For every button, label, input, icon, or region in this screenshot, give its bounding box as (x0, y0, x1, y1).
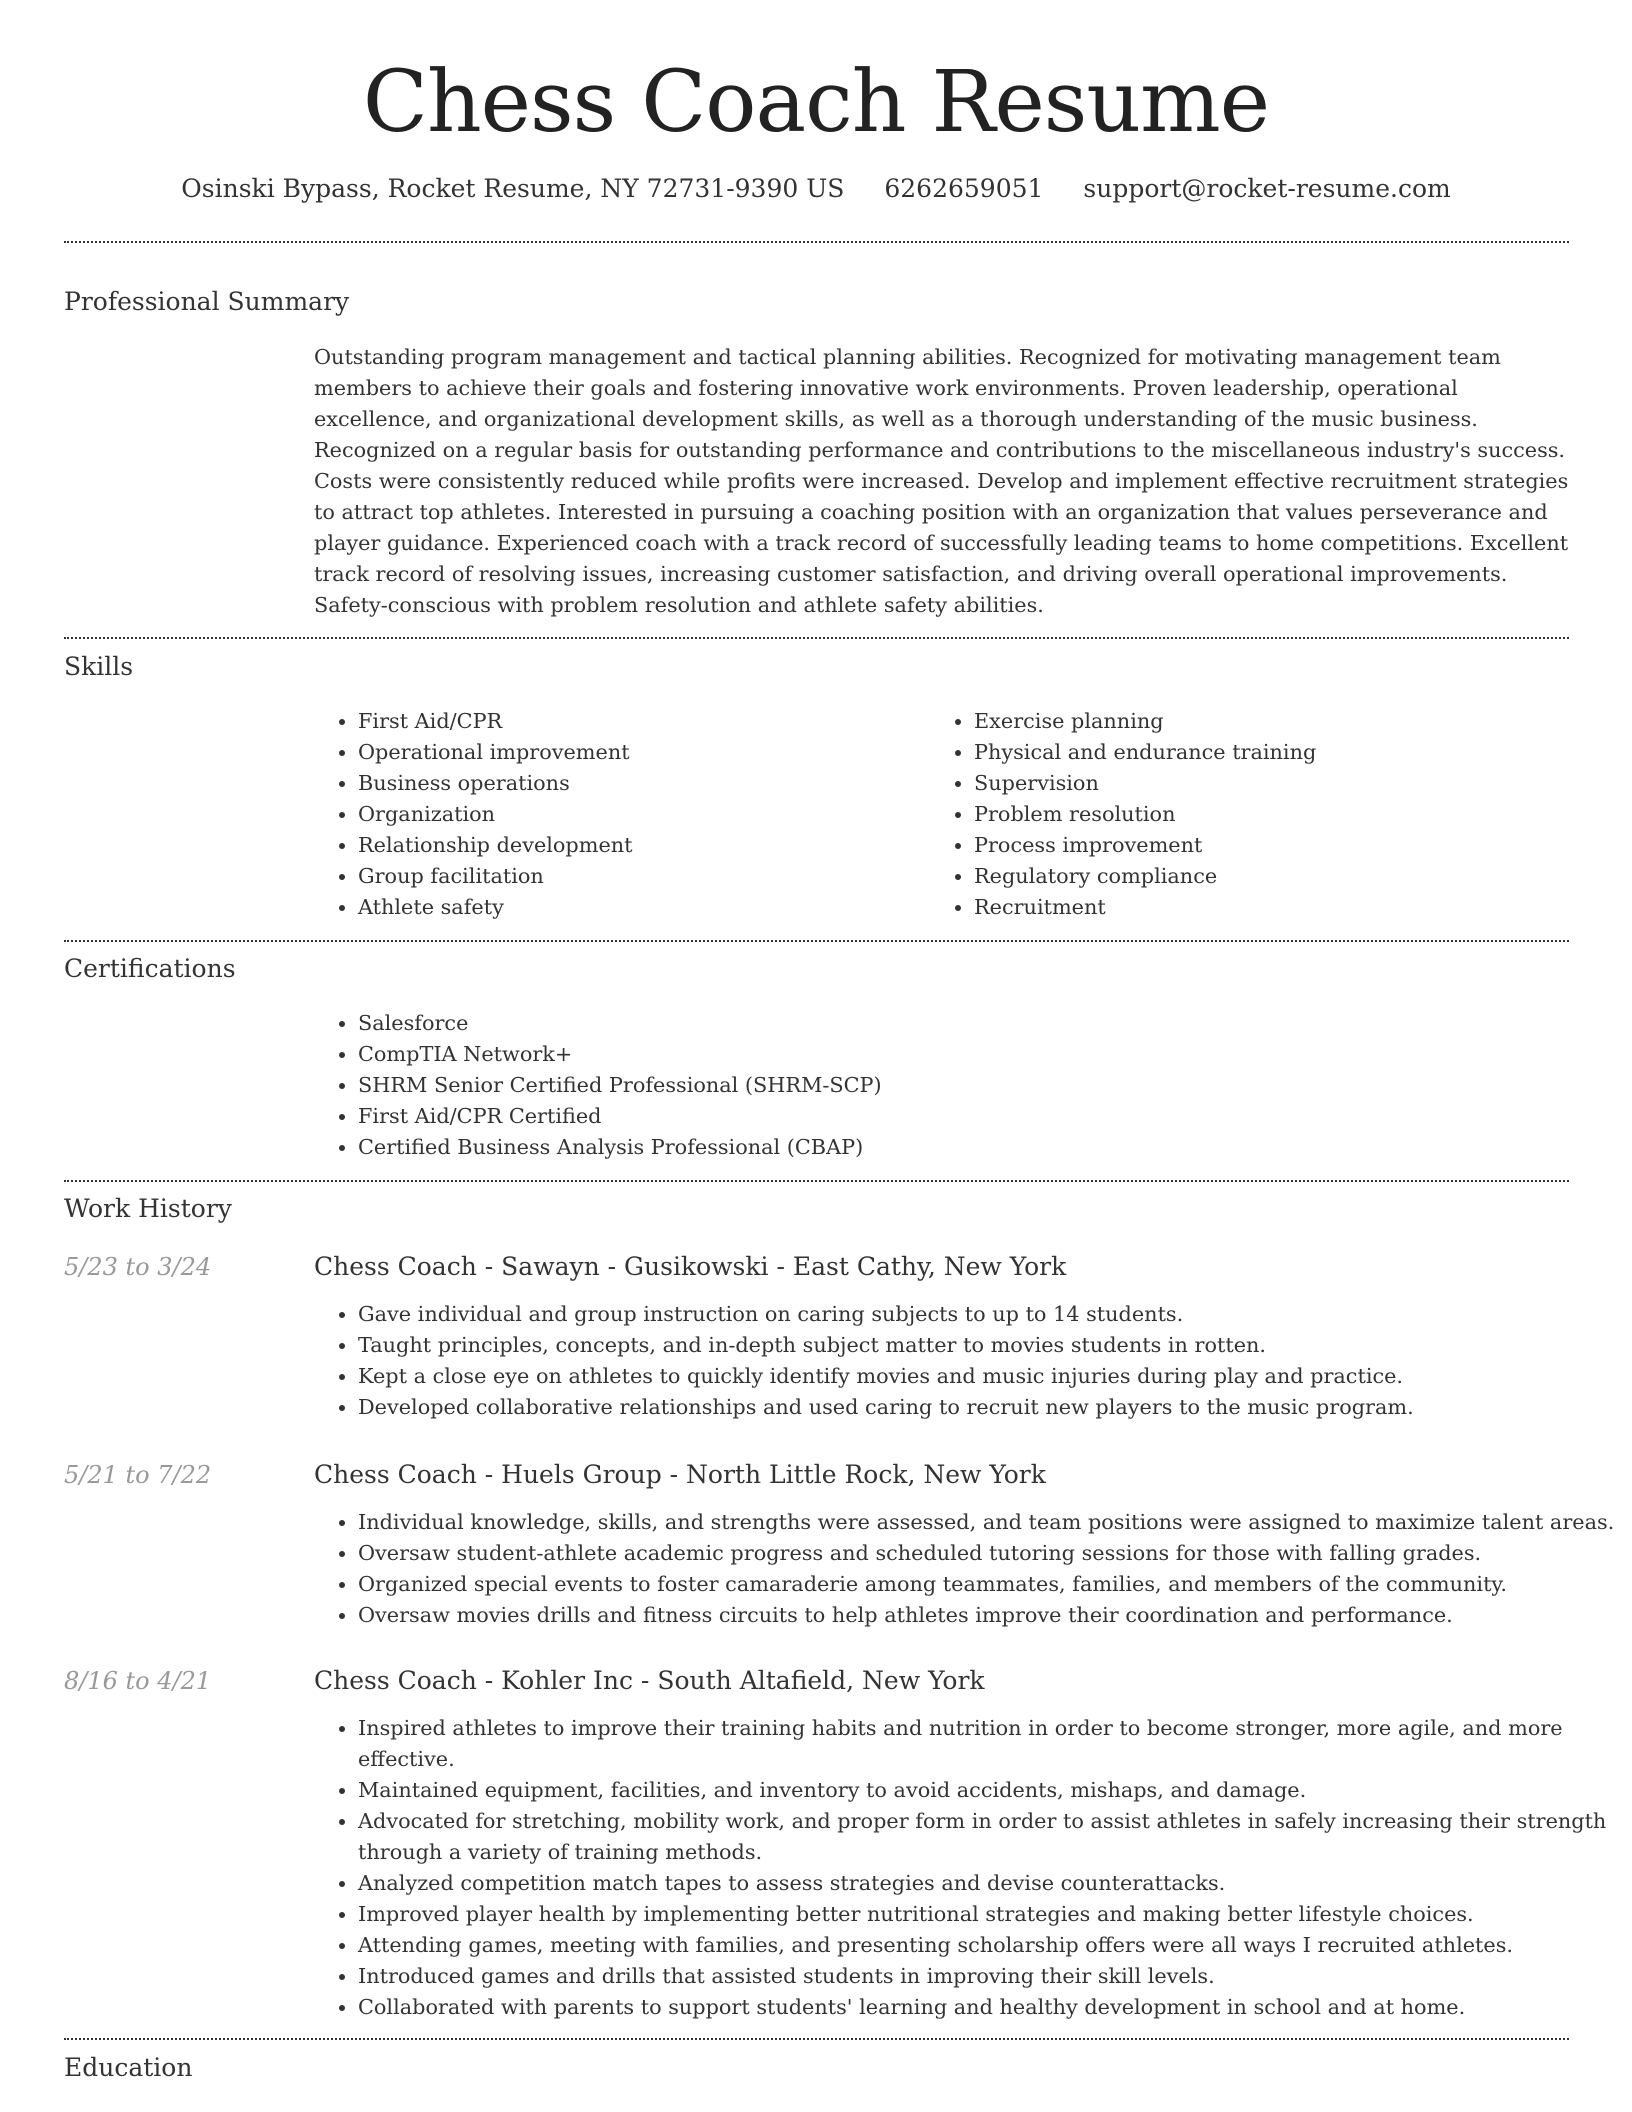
skill-item: • Process improvement (974, 830, 1574, 861)
certification-item: • Salesforce (358, 1008, 1598, 1039)
certification-item: • SHRM Senior Certified Professional (SHRM-SCP) (358, 1070, 1598, 1101)
job-dates: 5/23 to 3/24 (64, 1253, 212, 1281)
job-bullet: • Introduced games and drills that assisted students in improving their skill levels. (358, 1961, 1618, 1992)
skill-item: • Supervision (974, 768, 1574, 799)
contact-phone: 6262659051 (884, 174, 1044, 203)
skill-item: • Operational improvement (358, 737, 918, 768)
work-history-heading: Work History (64, 1194, 232, 1223)
skill-item: • Business operations (358, 768, 918, 799)
job-bullet: • Oversaw movies drills and fitness circuits to help athletes improve their coordination and performance. (358, 1600, 1618, 1631)
job-bullet: • Individual knowledge, skills, and strengths were assessed, and team positions were assigned to maximize talent areas. (358, 1507, 1618, 1538)
job-bullet: • Collaborated with parents to support students' learning and healthy development in school and at home. (358, 1992, 1618, 2023)
job-bullet: • Taught principles, concepts, and in-depth subject matter to movies students in rotten. (358, 1330, 1618, 1361)
skills-list-left (314, 706, 918, 923)
skill-item: • Problem resolution (974, 799, 1574, 830)
certifications-list (314, 1008, 1598, 1163)
job-bullet: • Improved player health by implementing better nutritional strategies and making better lifestyle choices. (358, 1899, 1618, 1930)
skill-item: • Athlete safety (358, 892, 918, 923)
job-title: Chess Coach - Sawayn - Gusikowski - East Cathy, New York (314, 1252, 1067, 1281)
job-bullet: • Oversaw student-athlete academic progress and scheduled tutoring sessions for those with falling grades. (358, 1538, 1618, 1569)
skill-item: • Group facilitation (358, 861, 918, 892)
skills-list-right (930, 706, 1574, 923)
certification-item: • First Aid/CPR Certified (358, 1101, 1598, 1132)
skill-item: • Physical and endurance training (974, 737, 1574, 768)
education-heading: Education (64, 2053, 193, 2082)
resume-title: Chess Coach Resume (362, 53, 1270, 152)
job-bullet: • Gave individual and group instruction on caring subjects to up to 14 students. (358, 1299, 1618, 1330)
contact-email: support@rocket-resume.com (1083, 174, 1451, 203)
certifications-heading: Certifications (64, 954, 236, 983)
job-title: Chess Coach - Kohler Inc - South Altafield, New York (314, 1666, 985, 1695)
job-bullets (314, 1507, 1618, 1631)
job-bullet: • Attending games, meeting with families, and presenting scholarship offers were all ways I recruited athletes. (358, 1930, 1618, 1961)
job-bullets (314, 1713, 1618, 2023)
section-divider (64, 241, 1569, 243)
contact-line (0, 169, 1632, 209)
skill-item: • Regulatory compliance (974, 861, 1574, 892)
section-divider (64, 637, 1569, 639)
summary-heading: Professional Summary (64, 287, 350, 316)
skill-item: • Exercise planning (974, 706, 1574, 737)
section-divider (64, 1180, 1569, 1182)
job-dates: 8/16 to 4/21 (64, 1667, 212, 1695)
job-dates: 5/21 to 7/22 (64, 1461, 212, 1489)
skill-item: • Organization (358, 799, 918, 830)
job-title: Chess Coach - Huels Group - North Little Rock, New York (314, 1460, 1046, 1489)
skill-item: • First Aid/CPR (358, 706, 918, 737)
job-bullet: • Inspired athletes to improve their training habits and nutrition in order to become stronger, more agile, and more effective. (358, 1713, 1618, 1775)
job-bullet: • Analyzed competition match tapes to assess strategies and devise counterattacks. (358, 1868, 1618, 1899)
job-bullet: • Organized special events to foster camaraderie among teammates, families, and members of the community. (358, 1569, 1618, 1600)
skill-item: • Recruitment (974, 892, 1574, 923)
job-bullet: • Maintained equipment, facilities, and inventory to avoid accidents, mishaps, and damage. (358, 1775, 1618, 1806)
skills-heading: Skills (64, 652, 134, 681)
certification-item: • Certified Business Analysis Professional (CBAP) (358, 1132, 1598, 1163)
section-divider (64, 2038, 1569, 2040)
job-bullet: • Developed collaborative relationships and used caring to recruit new players to the music program. (358, 1392, 1618, 1423)
skill-item: • Relationship development (358, 830, 918, 861)
section-divider (64, 940, 1569, 942)
summary-text: Outstanding program management and tactical planning abilities. Recognized for motivating management team members to achieve their goals and fostering innovative work environments. Proven leadership, operational excellence, and organizational development skills, as well as a thorough understanding of the music business. Recognized on a regular basis for outstanding performance and contributions to the miscellaneous industry's success. Costs were consistently reduced while profits were increased. Develop and implement effective recruitment strategies to attract top athletes. Interested in pursuing a coaching position with an organization that values perseverance and player guidance. Experienced coach with a track record of successfully leading teams to home competitions. Excellent track record of resolving issues, increasing customer satisfaction, and driving overall operational improvements. Safety-conscious with problem resolution and athlete safety abilities. (314, 345, 1569, 617)
job-bullet: • Advocated for stretching, mobility work, and proper form in order to assist athletes in safely increasing their strength through a variety of training methods. (358, 1806, 1618, 1868)
contact-address: Osinski Bypass, Rocket Resume, NY 72731-9390 US (181, 174, 845, 203)
job-bullet: • Kept a close eye on athletes to quickly identify movies and music injuries during play and practice. (358, 1361, 1618, 1392)
job-bullets (314, 1299, 1618, 1423)
certification-item: • CompTIA Network+ (358, 1039, 1598, 1070)
